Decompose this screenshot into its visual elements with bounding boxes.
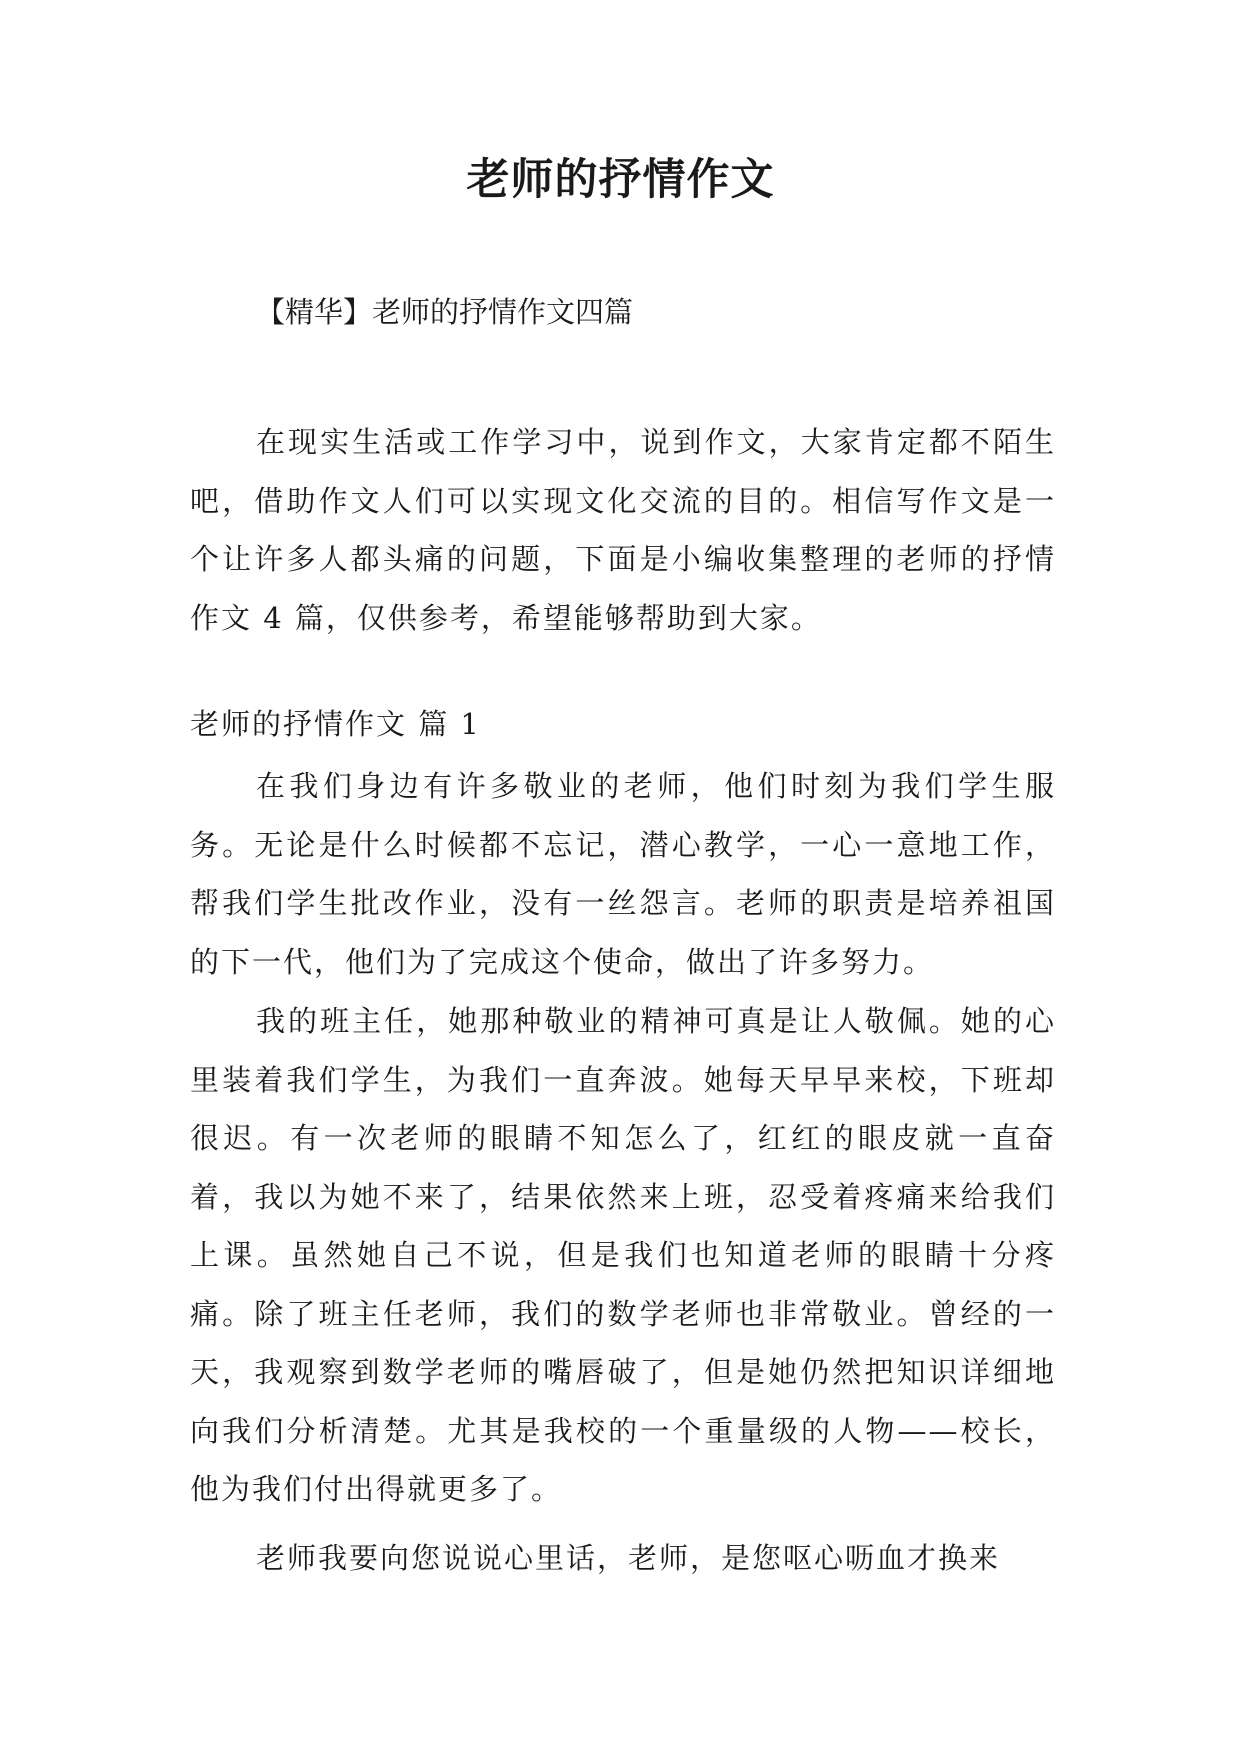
document-title: 老师的抒情作文 [466,155,775,205]
body-paragraph-3: 老师我要向您说说心里话，老师，是您呕心呖血才换来 [256,1541,1001,1575]
body-paragraph-2: 我的班主任，她那种敬业的精神可真是让人敬佩。她的心里装着我们学生，为我们一直奔波。她每天早早来校，下班却很迟。有一次老师的眼睛不知怎么了，红红的眼皮就一直奋着，我以为她不来了，结果依然来上班，忍受着疼痛来给我们上课。虽然她自己不说，但是我们也知道老师的眼睛十分疼痛。除了班主任老师，我们的数学老师也非常敬业。曾经的一天，我观察到数学老师的嘴唇破了，但是她仍然把知识详细地向我们分析清楚。尤其是我校的一个重量级的人物——校长，他为我们付出得就更多了。 [190,1004,1056,1506]
intro-paragraph: 在现实生活或工作学习中，说到作文，大家肯定都不陌生吧，借助作文人们可以实现文化交流的目的。相信写作文是一个让许多人都头痛的问题，下面是小编收集整理的老师的抒情作文 4 篇，仅供参考，希望能够帮助到大家。 [190,425,1056,635]
document-subtitle: 【精华】老师的抒情作文四篇 [256,295,634,329]
body-paragraph-1: 在我们身边有许多敬业的老师，他们时刻为我们学生服务。无论是什么时候都不忘记，潜心教学，一心一意地工作，帮我们学生批改作业，没有一丝怨言。老师的职责是培养祖国的下一代，他们为了完成这个使命，做出了许多努力。 [190,769,1056,979]
section-heading: 老师的抒情作文 篇 1 [190,707,481,741]
